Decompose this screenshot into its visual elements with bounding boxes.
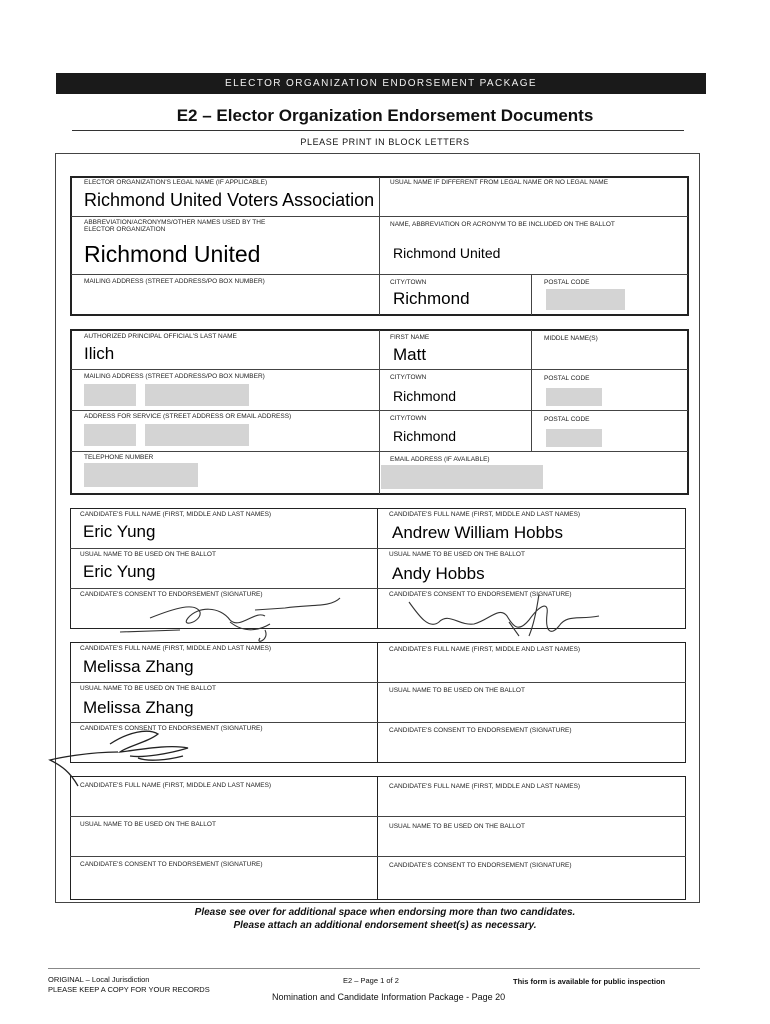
signature-scribble — [389, 596, 679, 636]
usual-name-field[interactable] — [388, 190, 684, 212]
candidate-full-name-label: CANDIDATE'S FULL NAME (FIRST, MIDDLE AND LAST NAMES) — [80, 782, 272, 789]
official-first-name-field[interactable]: Matt — [393, 345, 427, 364]
divider — [377, 722, 686, 723]
candidate-signature[interactable] — [80, 871, 370, 895]
footer-page-number: E2 – Page 1 of 2 — [343, 976, 399, 985]
divider — [379, 330, 380, 494]
print-instruction: PLEASE PRINT IN BLOCK LETTERS — [300, 137, 470, 147]
ballot-name-label: NAME, ABBREVIATION OR ACRONYM TO BE INCLUDED ON THE BALLOT — [390, 221, 615, 228]
divider — [379, 177, 380, 315]
candidate-usual-name-field[interactable]: Eric Yung — [83, 562, 156, 581]
divider — [70, 588, 378, 589]
candidate-full-name-label: CANDIDATE'S FULL NAME (FIRST, MIDDLE AND LAST NAMES) — [80, 511, 272, 518]
candidate-consent-label: CANDIDATE'S CONSENT TO ENDORSEMENT (SIGNATURE) — [389, 862, 572, 869]
telephone-redaction — [84, 463, 198, 487]
divider — [70, 816, 378, 817]
official-first-name-label: FIRST NAME — [390, 334, 430, 341]
service-city-field[interactable]: Richmond — [393, 428, 457, 444]
candidate-usual-name-field[interactable] — [80, 831, 370, 853]
email-redaction — [381, 465, 543, 489]
footer-public-inspection: This form is available for public inspection — [513, 977, 666, 986]
service-postal-redaction — [546, 429, 602, 447]
legal-name-field[interactable]: Richmond United Voters Association — [84, 190, 375, 210]
divider — [377, 682, 686, 683]
candidate-usual-name-field[interactable]: Melissa Zhang — [83, 698, 194, 717]
service-address-redaction-1 — [84, 424, 136, 446]
footer-package-page: Nomination and Candidate Information Package - Page 20 — [272, 992, 506, 1002]
divider — [531, 275, 532, 315]
candidate-usual-name-label: USUAL NAME TO BE USED ON THE BALLOT — [389, 551, 525, 558]
candidate-consent-label: CANDIDATE'S CONSENT TO ENDORSEMENT (SIGNATURE) — [389, 591, 572, 598]
footer-original: ORIGINAL – Local Jurisdiction — [48, 975, 150, 984]
candidate-usual-name-field[interactable] — [389, 833, 679, 855]
mailing-address-field[interactable] — [84, 288, 374, 312]
postal-code-redaction — [546, 289, 625, 310]
package-banner: ELECTOR ORGANIZATION ENDORSEMENT PACKAGE — [56, 73, 706, 94]
candidate-usual-name-label: USUAL NAME TO BE USED ON THE BALLOT — [389, 687, 525, 694]
candidate-full-name-field[interactable] — [389, 656, 679, 678]
abbreviations-field[interactable]: Richmond United — [84, 241, 261, 267]
official-mailing-city-field[interactable]: Richmond — [393, 388, 457, 404]
divider — [377, 588, 686, 589]
abbreviations-label-2: ELECTOR ORGANIZATION — [84, 226, 166, 233]
email-label: EMAIL ADDRESS (IF AVAILABLE) — [390, 456, 490, 463]
candidate-full-name-field[interactable]: Melissa Zhang — [83, 657, 194, 676]
candidate-usual-name-label: USUAL NAME TO BE USED ON THE BALLOT — [389, 823, 525, 830]
official-last-name-field[interactable]: Ilich — [84, 344, 115, 363]
official-mailing-label: MAILING ADDRESS (STREET ADDRESS/PO BOX NUMBER) — [84, 373, 265, 380]
candidate-usual-name-field[interactable]: Andy Hobbs — [392, 564, 485, 583]
divider — [70, 682, 378, 683]
candidate-usual-name-field[interactable] — [389, 697, 679, 719]
official-mailing-postal-redaction — [546, 388, 602, 406]
mailing-address-label: MAILING ADDRESS (STREET ADDRESS/PO BOX NUMBER) — [84, 278, 265, 285]
abbreviations-label: ABBREVIATION/ACRONYMS/OTHER NAMES USED BY THE — [84, 219, 266, 226]
candidate-usual-name-label: USUAL NAME TO BE USED ON THE BALLOT — [80, 821, 216, 828]
divider — [70, 548, 378, 549]
candidate-signature[interactable] — [389, 596, 679, 628]
service-city-label: CITY/TOWN — [390, 415, 427, 422]
page-title: E2 – Elector Organization Endorsement Documents — [176, 106, 594, 125]
legal-name-label: ELECTOR ORGANIZATION'S LEGAL NAME (IF APPLICABLE) — [84, 179, 268, 186]
official-middle-name-label: MIDDLE NAME(S) — [544, 335, 598, 342]
postal-code-label: POSTAL CODE — [544, 279, 590, 286]
candidate-consent-label: CANDIDATE'S CONSENT TO ENDORSEMENT (SIGNATURE) — [80, 591, 263, 598]
candidate-full-name-label: CANDIDATE'S FULL NAME (FIRST, MIDDLE AND LAST NAMES) — [389, 646, 581, 653]
divider — [377, 548, 686, 549]
divider — [377, 856, 686, 857]
city-label: CITY/TOWN — [390, 279, 427, 286]
service-postal-label: POSTAL CODE — [544, 416, 590, 423]
telephone-label: TELEPHONE NUMBER — [84, 454, 154, 461]
candidate-consent-label: CANDIDATE'S CONSENT TO ENDORSEMENT (SIGNATURE) — [389, 727, 572, 734]
official-mailing-redaction-1 — [84, 384, 136, 406]
candidate-signature[interactable] — [80, 600, 370, 628]
signature-scribble — [80, 600, 370, 640]
footer-rule — [48, 968, 700, 969]
candidate-full-name-label: CANDIDATE'S FULL NAME (FIRST, MIDDLE AND LAST NAMES) — [80, 645, 272, 652]
candidate-full-name-field[interactable] — [80, 792, 370, 814]
candidate-full-name-label: CANDIDATE'S FULL NAME (FIRST, MIDDLE AND LAST NAMES) — [389, 783, 581, 790]
candidate-consent-label: CANDIDATE'S CONSENT TO ENDORSEMENT (SIGNATURE) — [80, 861, 263, 868]
candidate-signature[interactable] — [389, 872, 679, 896]
note-line-1: Please see over for additional space when endorsing more than two candidates. — [194, 907, 576, 918]
note-line-2: Please attach an additional endorsement sheet(s) as necessary. — [233, 920, 537, 931]
candidate-usual-name-label: USUAL NAME TO BE USED ON THE BALLOT — [80, 685, 216, 692]
ballot-name-field[interactable]: Richmond United — [393, 245, 501, 261]
candidate-consent-label: CANDIDATE'S CONSENT TO ENDORSEMENT (SIGNATURE) — [80, 725, 263, 732]
service-address-redaction-2 — [145, 424, 249, 446]
city-field[interactable]: Richmond — [393, 289, 470, 308]
instruction-note — [0, 906, 770, 932]
official-middle-name-field[interactable] — [544, 345, 684, 365]
footer-keep-copy: PLEASE KEEP A COPY FOR YOUR RECORDS — [48, 985, 210, 994]
candidate-usual-name-label: USUAL NAME TO BE USED ON THE BALLOT — [80, 551, 216, 558]
official-mailing-redaction-2 — [145, 384, 249, 406]
title-rule — [72, 130, 684, 131]
candidate-full-name-field[interactable]: Andrew William Hobbs — [392, 523, 563, 542]
candidate-full-name-field[interactable]: Eric Yung — [83, 522, 156, 541]
candidate-full-name-label: CANDIDATE'S FULL NAME (FIRST, MIDDLE AND LAST NAMES) — [389, 511, 581, 518]
divider — [377, 816, 686, 817]
service-address-label: ADDRESS FOR SERVICE (STREET ADDRESS OR EMAIL ADDRESS) — [84, 413, 292, 420]
official-mailing-postal-label: POSTAL CODE — [544, 375, 590, 382]
divider — [70, 856, 378, 857]
official-mailing-city-label: CITY/TOWN — [390, 374, 427, 381]
candidate-signature[interactable] — [389, 737, 679, 759]
divider — [531, 330, 532, 451]
candidate-full-name-field[interactable] — [389, 793, 679, 815]
official-last-name-label: AUTHORIZED PRINCIPAL OFFICIAL'S LAST NAME — [84, 333, 237, 340]
usual-name-label: USUAL NAME IF DIFFERENT FROM LEGAL NAME OR NO LEGAL NAME — [390, 179, 609, 186]
